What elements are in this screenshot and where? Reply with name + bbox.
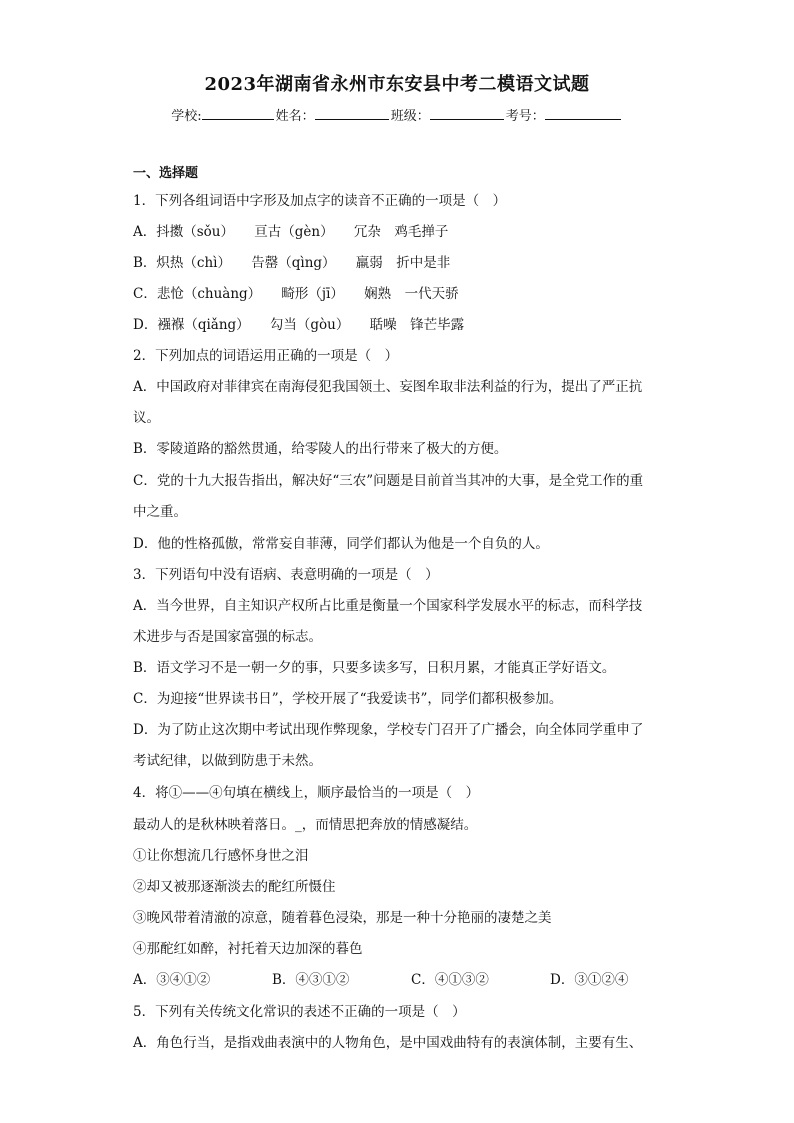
question-4-sentence-1: ①让你想流几行感怀身世之泪 [133,848,309,864]
question-2-option-a: A．中国政府对菲律宾在南海侵犯我国领土、妄图牟取非法利益的行为，提出了严正抗 [133,379,643,395]
question-3-option-a: A．当今世界，自主知识产权所占比重是衡量一个国家科学发展水平的标志，而科学技 [133,598,643,614]
question-4-sentence-2: ②却又被那逐渐淡去的酡红所慑住 [133,879,336,895]
question-2-option-b: B．零陵道路的豁然贯通，给零陵人的出行带来了极大的方便。 [133,441,508,457]
question-1-stem: 1．下列各组词语中字形及加点字的读音不正确的一项是（ ） [133,193,507,209]
question-3-option-b: B．语文学习不是一朝一夕的事，只要多读多写，日积月累，才能真正学好语文。 [133,660,616,676]
question-1-option-b: B．炽热（chì） 告罄（qìng） 羸弱 折中是非 [133,255,451,271]
student-info-row [0,105,794,124]
question-2-option-c: C．党的十九大报告指出，解决好“三农”问题是目前首当其冲的大事，是全党工作的重 [133,473,644,489]
school-blank [202,106,274,120]
question-5-option-a: A．角色行当，是指戏曲表演中的人物角色，是中国戏曲特有的表演体制，主要有生、 [133,1035,643,1051]
question-4-option-d: D．③①②④ [550,972,629,988]
question-3-option-a-cont: 术进步与否是国家富强的标志。 [133,629,322,645]
class-blank [430,106,504,120]
exam-no-label: 考号： [505,109,545,124]
question-1-option-d: D．襁褓（qiǎng） 勾当（gòu） 聒噪 锋芒毕露 [133,317,465,333]
question-2-option-d: D．他的性格孤傲，常常妄自菲薄，同学们都认为他是一个自负的人。 [133,536,549,552]
question-4-stem: 4．将①——④句填在横线上，顺序最恰当的一项是（ ） [133,785,480,801]
question-1-option-a: A．抖擞（sǒu） 亘古（gèn） 冗杂 鸡毛掸子 [133,224,449,240]
question-3-option-d: D．为了防止这次期中考试出现作弊现象，学校专门召开了广播会，向全体同学重申了 [133,722,644,738]
question-5-stem: 5．下列有关传统文化常识的表述不正确的一项是（ ） [133,1004,466,1020]
school-label: 学校: [171,109,202,124]
section-heading: 一、选择题 [133,166,199,181]
class-label: 班级： [390,109,430,124]
question-1-option-c: C．悲怆（chuàng） 畸形（jī） 娴熟 一代天骄 [133,286,459,302]
question-4-option-a: A．③④①② [133,972,211,988]
question-3-stem: 3．下列语句中没有语病、表意明确的一项是（ ） [133,567,439,583]
question-2-stem: 2．下列加点的词语运用正确的一项是（ ） [133,348,399,364]
question-4-passage: 最动人的是秋林映着落日。_，而情思把奔放的情感凝结。 [133,817,478,833]
question-3-option-d-cont: 考试纪律，以做到防患于未然。 [133,753,322,769]
question-4-option-b: B．④③①② [272,972,350,988]
page-title: 2023年湖南省永州市东安县中考二模语文试题 [204,74,590,95]
name-blank [315,106,389,120]
question-4-option-c: C．④①③② [411,972,489,988]
question-4-sentence-3: ③晚风带着清澈的凉意，随着暮色浸染，那是一种十分艳丽的凄楚之美 [133,910,552,926]
question-4-sentence-4: ④那酡红如醉，衬托着天边加深的暮色 [133,941,363,957]
question-4-options [133,971,628,989]
question-3-option-c: C．为迎接“世界读书日”，学校开展了“我爱读书”，同学们都积极参加。 [133,691,563,707]
question-2-option-a-cont: 议。 [133,410,160,426]
question-2-option-c-cont: 中之重。 [133,504,187,520]
exam-no-blank [545,106,621,120]
name-label: 姓名： [275,109,315,124]
